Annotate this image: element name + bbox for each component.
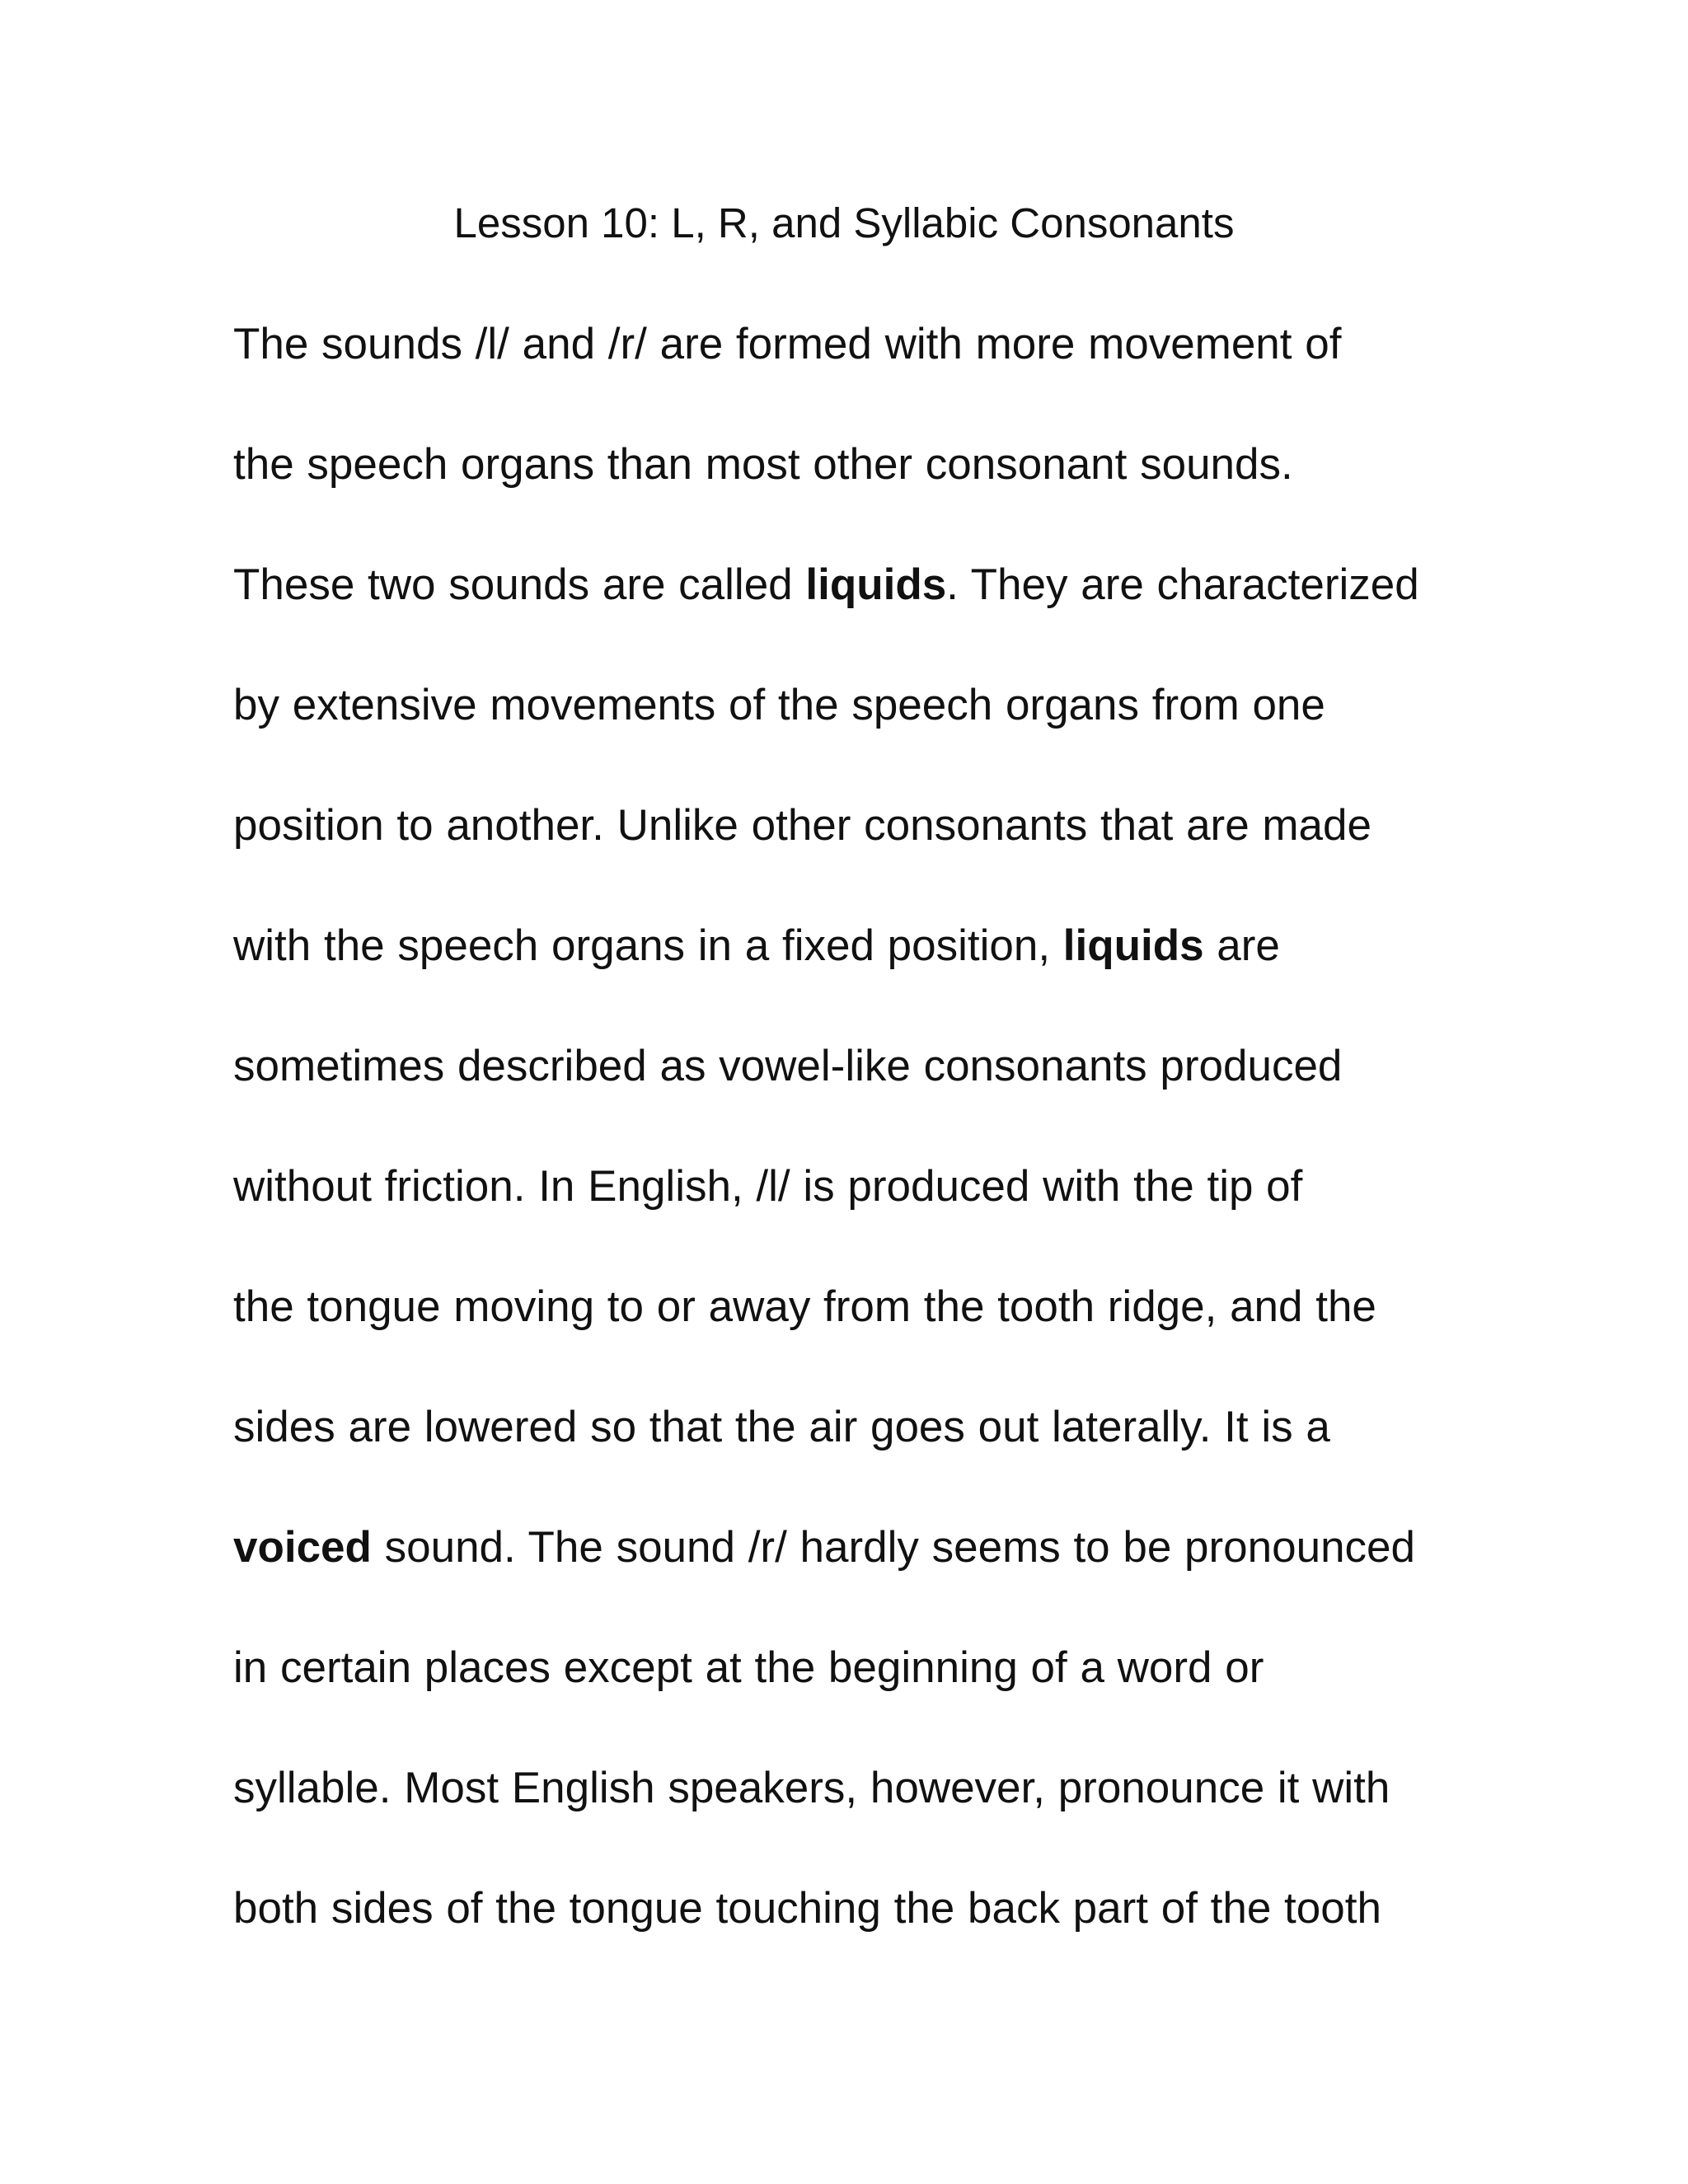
text-segment: are [1203, 921, 1280, 970]
text-segment: These two sounds are called [233, 560, 806, 609]
text-segment: with the speech organs in a fixed position, [233, 921, 1063, 970]
bold-term-liquids: liquids [805, 560, 947, 609]
text-line: sometimes described as vowel-like consonants produced [233, 1042, 1343, 1090]
text-line: the speech organs than most other consonant sounds. [233, 440, 1293, 489]
text-line: syllable. Most English speakers, however, pronounce it with [233, 1764, 1390, 1812]
lesson-body [233, 316, 1634, 2000]
text-segment: sound. The sound /r/ hardly seems to be pronounced [371, 1523, 1415, 1572]
text-line: The sounds /l/ and /r/ are formed with more movement of [233, 320, 1342, 368]
bold-term-voiced: voiced [233, 1523, 372, 1572]
text-line: the tongue moving to or away from the tooth ridge, and the [233, 1282, 1376, 1331]
lesson-title: Lesson 10: L, R, and Syllabic Consonants [453, 199, 1235, 246]
text-segment: . They are characterized [946, 560, 1419, 609]
text-line: position to another. Unlike other consonants that are made [233, 801, 1372, 850]
text-line [233, 556, 1634, 677]
bold-term-liquids: liquids [1062, 921, 1204, 970]
text-line [233, 1519, 1634, 1639]
text-line: in certain places except at the beginning of a word or [233, 1643, 1264, 1692]
text-line [233, 917, 1634, 1038]
text-line: sides are lowered so that the air goes out laterally. It is a [233, 1403, 1330, 1451]
text-line: both sides of the tongue touching the back part of the tooth [233, 1884, 1381, 1933]
text-line: by extensive movements of the speech organs from one [233, 681, 1325, 729]
text-line: without friction. In English, /l/ is produced with the tip of [233, 1162, 1303, 1211]
